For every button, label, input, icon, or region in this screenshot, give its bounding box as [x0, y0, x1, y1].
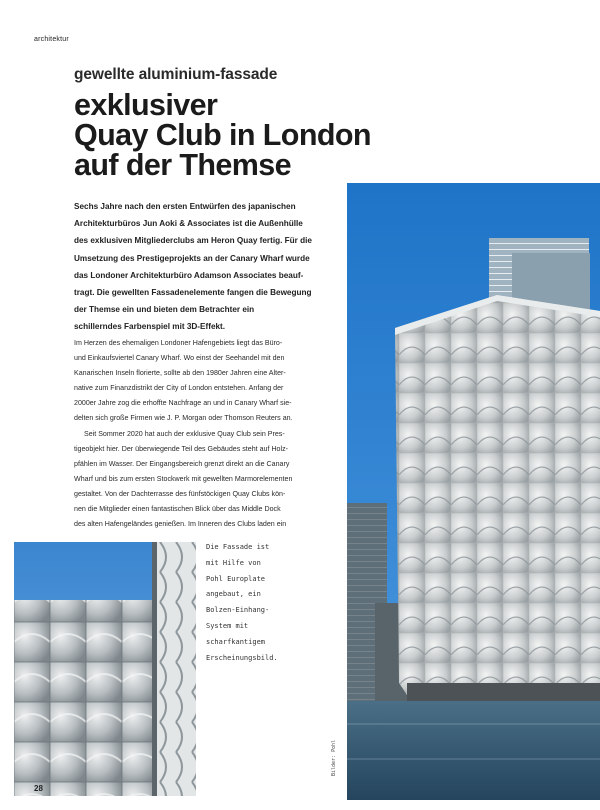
caption-line: Die Fassade ist — [206, 543, 270, 551]
body-line: und Einkaufsviertel Canary Wharf. Wo einst der Seehandel mit den — [74, 354, 285, 363]
lead-line: der Themse ein und bieten dem Betrachter ein — [74, 305, 255, 315]
lead-line: Architekturbüros Jun Aoki & Associates ist die Außenhülle — [74, 219, 303, 229]
lead-line: Umsetzung des Prestigeprojekts an der Canary Wharf wurde — [74, 253, 310, 263]
lead-line: des exklusiven Mitgliederclubs am Heron Quay fertig. Für die — [74, 236, 312, 246]
body-line: 2000er Jahre zog die erhoffte Nachfrage an und in Canary Wharf sie- — [74, 399, 292, 408]
lead-line: tragt. Die gewellten Fassadenelemente fangen die Bewegung — [74, 288, 312, 298]
photo-caption — [206, 540, 316, 666]
body-line: tigeobjekt hier. Der überwiegende Teil des Gebäudes steht auf Holz- — [74, 444, 288, 453]
caption-line: Pohl Europlate — [206, 574, 266, 583]
caption-line: Bolzen-Einhang- — [206, 606, 270, 615]
body-line: gestaltet. Von der Dachterrasse des fünfstöckigen Quay Clubs kön- — [74, 489, 286, 498]
photo-credit: Bilder: Pohl — [331, 739, 337, 776]
body-line: Seit Sommer 2020 hat auch der exklusive Quay Club sein Pres- — [84, 429, 285, 438]
caption-line: System mit — [206, 621, 249, 630]
caption-line: mit Hilfe von — [206, 558, 261, 567]
body-line: Im Herzen des ehemaligen Londoner Hafengebiets liegt das Büro- — [74, 339, 283, 347]
kicker: gewellte aluminium-fassade — [74, 66, 278, 83]
page-number: 28 — [34, 784, 43, 793]
body-line: nen die Mitglieder einen fantastischen Blick über das Middle Dock — [74, 505, 281, 514]
quay-club-illustration — [347, 183, 600, 800]
headline-line: auf der Themse — [74, 148, 292, 182]
body-line: Wharf und bis zum ersten Stockwerk mit gewellten Marmorelementen — [74, 474, 293, 483]
body-line: delten sich große Firmen wie J. P. Morgan oder Thomson Reuters an. — [74, 414, 293, 423]
facade-detail-photo — [14, 542, 196, 796]
lead-line: Sechs Jahre nach den ersten Entwürfen des japanischen — [74, 202, 296, 211]
body-text — [74, 336, 332, 532]
body-line: des alten Hafengeländes genießen. Im Inneren des Clubs laden ein — [74, 520, 287, 529]
headline — [74, 90, 371, 180]
body-line: native zum Finanzdistrikt der City of London entstehen. Anfang der — [74, 384, 284, 393]
lead-line: das Londoner Architekturbüro Adamson Associates beauf- — [74, 270, 304, 280]
lead-line: schillerndes Farbenspiel mit 3D-Effekt. — [74, 322, 226, 332]
caption-line: Erscheinungsbild. — [206, 653, 278, 662]
body-line: Kanarischen Inseln florierte, sollte ab den 1980er Jahren eine Alter- — [74, 369, 286, 378]
body-line: pfählen im Wasser. Der Eingangsbereich grenzt direkt an die Canary — [74, 459, 290, 468]
headline-line: Quay Club in London — [74, 118, 371, 152]
quay-club-photo — [347, 183, 600, 800]
caption-line: scharfkantigem — [206, 637, 266, 646]
caption-line: angebaut, ein — [206, 590, 261, 599]
facade-detail-illustration — [14, 542, 196, 796]
headline-line: exklusiver — [74, 88, 218, 122]
section-label: architektur — [34, 36, 69, 43]
lead-paragraph — [74, 198, 334, 336]
